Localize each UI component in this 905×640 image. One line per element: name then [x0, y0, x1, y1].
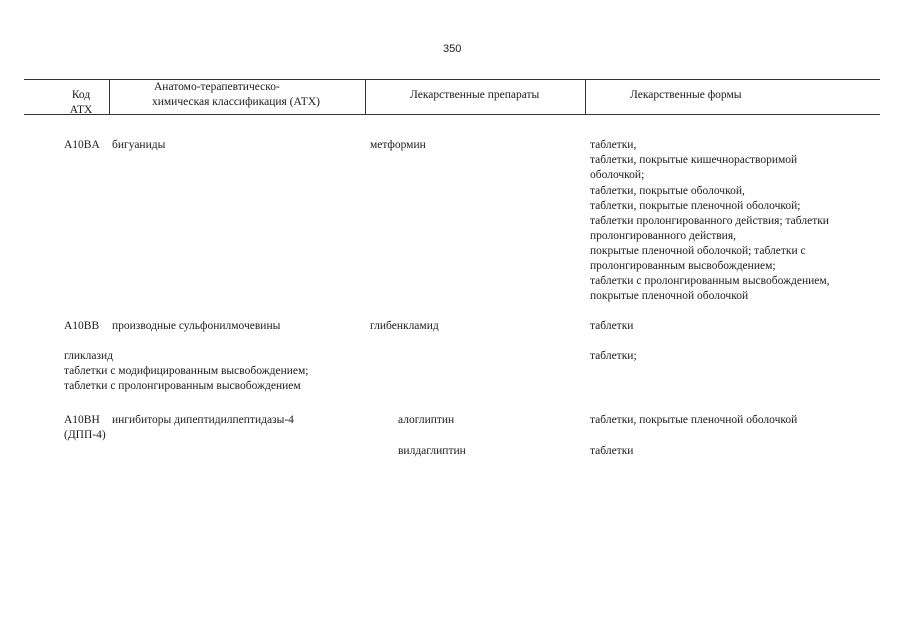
- atc-code: A10BA: [64, 139, 100, 151]
- dosage-forms: таблетки: [590, 445, 634, 457]
- dosage-forms: таблетки, покрытые пленочной оболочкой: [590, 414, 798, 426]
- drug-name: глибенкламид: [370, 320, 439, 332]
- atc-code: A10BH: [64, 414, 100, 426]
- dosage-forms: таблетки, таблетки, покрытые кишечнорастворимой оболочкой;: [590, 139, 798, 181]
- drug-name: гликлазид: [64, 350, 114, 362]
- atc-code: A10BB: [64, 320, 100, 332]
- column-divider: [365, 79, 366, 114]
- column-divider: [585, 79, 586, 114]
- atc-group: производные сульфонилмочевины: [112, 320, 281, 332]
- atc-group: бигуаниды: [112, 139, 166, 151]
- dosage-forms: таблетки;: [590, 350, 637, 362]
- page-number: 350: [443, 43, 462, 55]
- header-code: Код АТХ: [69, 89, 93, 116]
- drug-name: вилдаглиптин: [398, 445, 466, 457]
- dosage-forms: таблетки, покрытые оболочкой, таблетки, покрытые пленочной оболочкой; таблетки пролонгированного действия; таблетки пролонгированного действия, покрытые пленочной оболочкой; таблетки с пролонгированным высвобождением; таблетки с пролонгированным высвобождением, покрытые пленочной оболочкой: [590, 185, 830, 302]
- atc-group: ингибиторы дипептидилпептидазы-4: [112, 414, 294, 426]
- drug-entry: гликлазид таблетки с модифицированным высвобождением; таблетки с пролонгированным высвобождением: [64, 350, 309, 392]
- drug-name: алоглиптин: [398, 414, 455, 426]
- drug-name: метформин: [370, 139, 426, 151]
- dosage-forms: таблетки: [590, 320, 634, 332]
- atc-group-continuation: (ДПП-4): [64, 429, 106, 441]
- header-forms: Лекарственные формы: [630, 89, 742, 101]
- header-classification: Анатомо-терапевтическо- химическая классификация (АТХ): [152, 81, 320, 108]
- header-drugs: Лекарственные препараты: [410, 89, 540, 101]
- table-header-bottom-rule: [24, 114, 880, 115]
